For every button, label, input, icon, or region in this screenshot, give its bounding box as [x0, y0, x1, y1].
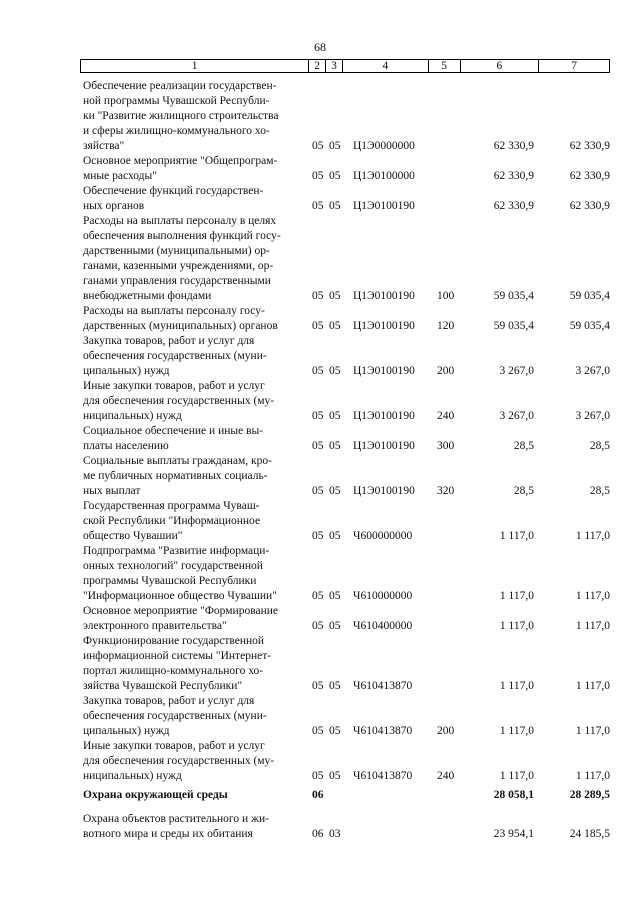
cell-col-6: 62 330,9 [493, 200, 534, 212]
cell-col-3: 05 [329, 170, 341, 182]
cell-col-7: 1 117,0 [575, 725, 610, 737]
cell-col-6: 23 954,1 [493, 828, 534, 840]
cell-col-5: 240 [437, 410, 455, 422]
cell-col-2: 05 [312, 200, 324, 212]
cell-col-7: 3 267,0 [575, 410, 610, 422]
table-row [83, 214, 610, 304]
cell-col-4: Ц1Э0100190 [353, 365, 415, 377]
cell-col-6: 3 267,0 [499, 365, 534, 377]
header-col-7: 7 [571, 60, 577, 72]
cell-col-7: 59 035,4 [569, 290, 610, 302]
table-row [83, 544, 610, 604]
cell-col-6: 1 117,0 [499, 620, 534, 632]
table-row [83, 304, 610, 334]
table-row [83, 184, 610, 214]
cell-col-2: 05 [312, 170, 324, 182]
cell-col-4: Ч610413870 [353, 725, 413, 737]
table-row [83, 334, 610, 379]
cell-col-6: 59 035,4 [493, 320, 534, 332]
cell-col-6: 1 117,0 [499, 725, 534, 737]
table-row [83, 812, 610, 842]
cell-col-5: 240 [437, 770, 455, 782]
cell-col-3: 05 [329, 200, 341, 212]
cell-col-2: 05 [312, 530, 324, 542]
cell-col-7: 62 330,9 [569, 200, 610, 212]
cell-col-7: 28,5 [589, 485, 610, 497]
cell-col-4: Ц1Э0100190 [353, 290, 415, 302]
row-description: Закупка товаров, работ и услуг для обеспечения государственных (муни- ципальных) нужд [83, 335, 267, 377]
row-description: Расходы на выплаты персоналу в целях обеспечения выполнения функций госу- дарственными (муниципальными) ор- ганами, казенными учреждениями, ор- ганами управления государственными внебюджетными фондами [83, 215, 281, 302]
cell-col-6: 3 267,0 [499, 410, 534, 422]
cell-col-3: 05 [329, 290, 341, 302]
cell-col-6: 1 117,0 [499, 680, 534, 692]
cell-col-7: 1 117,0 [575, 770, 610, 782]
row-description: Основное мероприятие "Формирование электронного правительства" [83, 605, 278, 632]
header-col-2: 2 [309, 60, 326, 72]
cell-col-7: 62 330,9 [569, 140, 610, 152]
table-row [83, 634, 610, 694]
cell-col-3: 05 [329, 530, 341, 542]
row-description: Иные закупки товаров, работ и услуг для обеспечения государственных (му- ниципальных) нужд [83, 740, 275, 782]
cell-col-3: 05 [329, 770, 341, 782]
cell-col-2: 05 [312, 440, 324, 452]
cell-col-6: 62 330,9 [493, 140, 534, 152]
cell-col-4: Ц1Э0000000 [353, 140, 415, 152]
cell-col-4: Ц1Э0100190 [353, 485, 415, 497]
row-description: Расходы на выплаты персоналу госу- дарственных (муниципальных) органов [83, 305, 278, 332]
cell-col-5: 200 [437, 365, 455, 377]
cell-col-6: 28 058,1 [493, 789, 534, 801]
row-description: Обеспечение реализации государствен- ной программы Чувашской Республи- ки "Развитие жилищного строительства и сферы жилищно-коммунального хо- зяйства" [83, 80, 279, 152]
cell-col-7: 1 117,0 [575, 590, 610, 602]
cell-col-3: 05 [329, 440, 341, 452]
table-row [83, 379, 610, 424]
cell-col-4: Ц1Э0100000 [353, 170, 415, 182]
cell-col-5: 320 [437, 485, 455, 497]
cell-col-2: 06 [312, 789, 324, 801]
cell-col-2: 05 [312, 680, 324, 692]
cell-col-3: 05 [329, 140, 341, 152]
cell-col-7: 59 035,4 [569, 320, 610, 332]
cell-col-4: Ч610413870 [353, 680, 413, 692]
row-description: Государственная программа Чуваш- ской Республики "Информационное общество Чувашии" [83, 500, 261, 542]
cell-col-5: 200 [437, 725, 455, 737]
cell-col-7: 62 330,9 [569, 170, 610, 182]
cell-col-4: Ч610000000 [353, 590, 413, 602]
cell-col-5: 120 [437, 320, 455, 332]
cell-col-7: 28 289,5 [569, 789, 610, 801]
cell-col-2: 05 [312, 590, 324, 602]
cell-col-2: 05 [312, 725, 324, 737]
cell-col-2: 05 [312, 620, 324, 632]
table-row [83, 154, 610, 184]
row-description: Социальное обеспечение и иные вы- платы населению [83, 425, 264, 452]
cell-col-7: 3 267,0 [575, 365, 610, 377]
cell-col-4: Ч610413870 [353, 770, 413, 782]
cell-col-6: 59 035,4 [493, 290, 534, 302]
row-description: Основное мероприятие "Общепрограм- мные расходы" [83, 155, 278, 182]
header-col-5: 5 [429, 60, 461, 72]
cell-col-3: 05 [329, 485, 341, 497]
row-description: Функционирование государственной информационной системы "Интернет- портал жилищно-коммунального хо- зяйства Чувашской Республики" [83, 635, 272, 692]
cell-col-2: 05 [312, 410, 324, 422]
header-col-3: 3 [326, 60, 343, 72]
cell-col-3: 05 [329, 725, 341, 737]
cell-col-2: 05 [312, 485, 324, 497]
cell-col-5: 100 [437, 290, 455, 302]
cell-col-3: 05 [329, 365, 341, 377]
cell-col-6: 62 330,9 [493, 170, 534, 182]
cell-col-2: 06 [312, 828, 324, 840]
cell-col-6: 28,5 [513, 440, 534, 452]
cell-col-7: 24 185,5 [569, 828, 610, 840]
row-description: Охрана объектов растительного и жи- вотного мира и среды их обитания [83, 813, 269, 840]
cell-col-4: Ч600000000 [353, 530, 413, 542]
cell-col-4: Ч610400000 [353, 620, 413, 632]
cell-col-4: Ц1Э0100190 [353, 320, 415, 332]
table-row [83, 604, 610, 634]
cell-col-6: 1 117,0 [499, 590, 534, 602]
cell-col-7: 28,5 [589, 440, 610, 452]
cell-col-2: 05 [312, 770, 324, 782]
row-description: Обеспечение функций государствен- ных органов [83, 185, 264, 212]
cell-col-4: Ц1Э0100190 [353, 410, 415, 422]
table-row [83, 499, 610, 544]
cell-col-3: 05 [329, 410, 341, 422]
table-row [83, 79, 610, 154]
table-row [83, 739, 610, 784]
cell-col-3: 05 [329, 680, 341, 692]
row-description: Иные закупки товаров, работ и услуг для обеспечения государственных (му- ниципальных) нужд [83, 380, 275, 422]
row-description: Охрана окружающей среды [83, 789, 228, 801]
cell-col-4: Ц1Э0100190 [353, 200, 415, 212]
cell-col-6: 1 117,0 [499, 530, 534, 542]
header-col-4: 4 [343, 60, 429, 72]
row-description: Социальные выплаты гражданам, кро- ме публичных нормативных социаль- ных выплат [83, 455, 272, 497]
table-row [83, 454, 610, 499]
cell-col-3: 05 [329, 590, 341, 602]
cell-col-7: 1 117,0 [575, 680, 610, 692]
cell-col-7: 1 117,0 [575, 530, 610, 542]
table-row [83, 424, 610, 454]
cell-col-6: 1 117,0 [499, 770, 534, 782]
cell-col-3: 05 [329, 320, 341, 332]
cell-col-2: 05 [312, 290, 324, 302]
cell-col-2: 05 [312, 140, 324, 152]
table-row [83, 788, 610, 803]
cell-col-5: 300 [437, 440, 455, 452]
cell-col-3: 03 [329, 828, 341, 840]
cell-col-4: Ц1Э0100190 [353, 440, 415, 452]
page-number: 68 [314, 40, 326, 54]
header-col-6: 6 [461, 60, 540, 72]
cell-col-7: 1 117,0 [575, 620, 610, 632]
table-row [83, 694, 610, 739]
cell-col-6: 28,5 [513, 485, 534, 497]
cell-col-3: 05 [329, 620, 341, 632]
cell-col-2: 05 [312, 365, 324, 377]
header-col-1: 1 [81, 60, 309, 72]
row-description: Закупка товаров, работ и услуг для обеспечения государственных (муни- ципальных) нужд [83, 695, 267, 737]
row-description: Подпрограмма "Развитие информаци- онных технологий" государственной программы Чувашской Республики "Информационное общество Чувашии" [83, 545, 277, 602]
cell-col-2: 05 [312, 320, 324, 332]
